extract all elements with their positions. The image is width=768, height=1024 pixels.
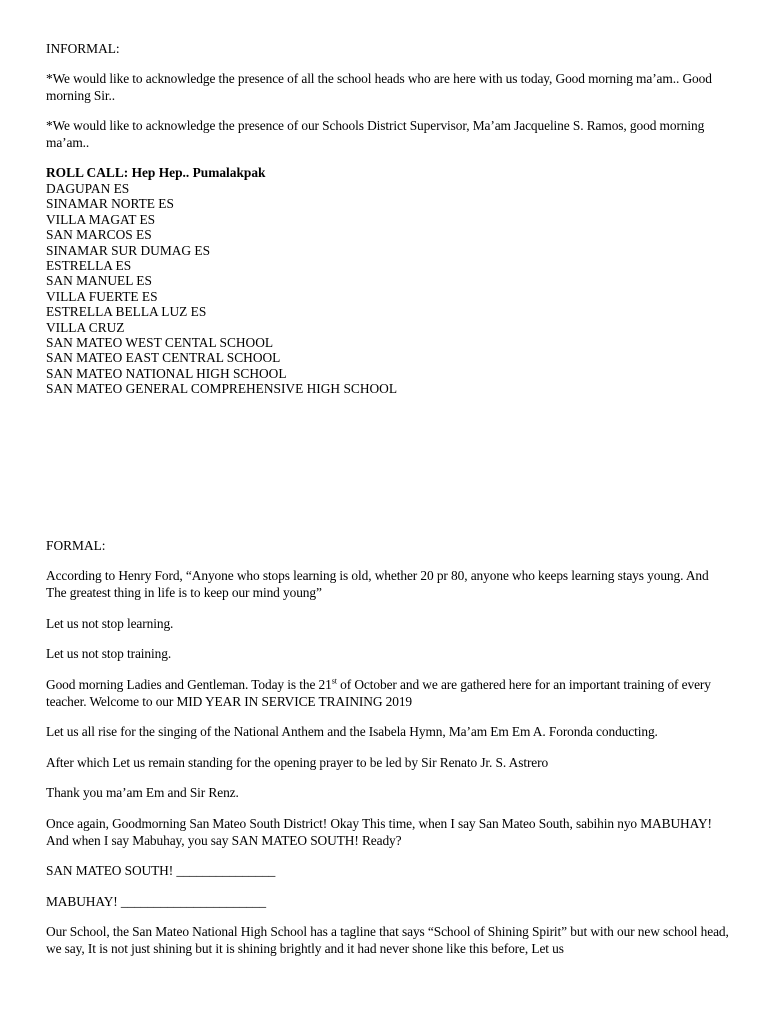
thanks-paragraph: Thank you ma’am Em and Sir Renz. [46, 785, 239, 800]
school-item: VILLA CRUZ [46, 319, 125, 335]
school-item: SAN MATEO GENERAL COMPREHENSIVE HIGH SCHOOL [46, 381, 398, 397]
school-item: SAN MATEO NATIONAL HIGH SCHOOL [46, 365, 287, 381]
school-item: SINAMAR NORTE ES [46, 196, 174, 212]
school-item: SAN MATEO EAST CENTRAL SCHOOL [46, 350, 281, 366]
line-learning: Let us not stop learning. [46, 615, 174, 631]
school-item: SINAMAR SUR DUMAG ES [46, 242, 211, 258]
school-item: SAN MARCOS ES [46, 227, 152, 243]
school-item: VILLA FUERTE ES [46, 288, 158, 304]
informal-heading: INFORMAL: [46, 41, 120, 56]
rollcall-title: ROLL CALL: Hep Hep.. Pumalakpak [46, 165, 266, 180]
ordinal-suffix: st [331, 676, 337, 686]
call-mabuhay: MABUHAY! ______________________ [46, 893, 266, 909]
school-item: SAN MATEO WEST CENTAL SCHOOL [46, 335, 274, 351]
henry-ford-quote: According to Henry Ford, “Anyone who stops learning is old, whether 20 pr 80, anyone who keeps learning stays young. And The greatest thing in life is to keep our mind young” [46, 568, 709, 600]
acknowledge-school-heads: *We would like to acknowledge the presence of all the school heads who are here with us today, Good morning ma’am.. Good morning Sir.. [46, 71, 712, 103]
school-item: VILLA MAGAT ES [46, 211, 156, 227]
greeting-paragraph [46, 676, 730, 710]
school-item: ESTRELLA BELLA LUZ ES [46, 304, 207, 320]
informal-section [46, 40, 730, 397]
call-san-mateo-south: SAN MATEO SOUTH! _______________ [46, 863, 276, 878]
formal-section [46, 537, 730, 971]
anthem-paragraph: Let us all rise for the singing of the National Anthem and the Isabela Hymn, Ma’am Em Em A. Foronda conducting. [46, 724, 658, 739]
acknowledge-supervisor: *We would like to acknowledge the presence of our Schools District Supervisor, Ma’am Jacqueline S. Ramos, good morning ma’am.. [46, 118, 705, 150]
once-again-paragraph: Once again, Goodmorning San Mateo South District! Okay This time, when I say San Mateo South, sabihin nyo MABUHAY! And when I say Mabuhay, you say SAN MATEO SOUTH! Ready? [46, 815, 712, 848]
prayer-paragraph: After which Let us remain standing for the opening prayer to be led by Sir Renato Jr. S. Astrero [46, 754, 549, 770]
school-list [46, 181, 730, 397]
formal-heading: FORMAL: [46, 538, 106, 553]
school-item: DAGUPAN ES [46, 181, 130, 196]
line-training: Let us not stop training. [46, 646, 172, 661]
school-item: ESTRELLA ES [46, 258, 132, 274]
greeting-text-start: Good morning Ladies and Gentleman. Today is the 21 [46, 676, 332, 692]
school-item: SAN MANUEL ES [46, 273, 152, 289]
greeting-text-end: of October and we are gathered here for an important training of every teacher. Welcome to our MID YEAR IN SERVICE TRAINING 2019 [46, 676, 711, 709]
tagline-paragraph: Our School, the San Mateo National High School has a tagline that says “School of Shining Spirit” but with our new school head, we say, It is not just shining but it is shining brightly and it had never shone like this before, Let us [46, 924, 729, 956]
